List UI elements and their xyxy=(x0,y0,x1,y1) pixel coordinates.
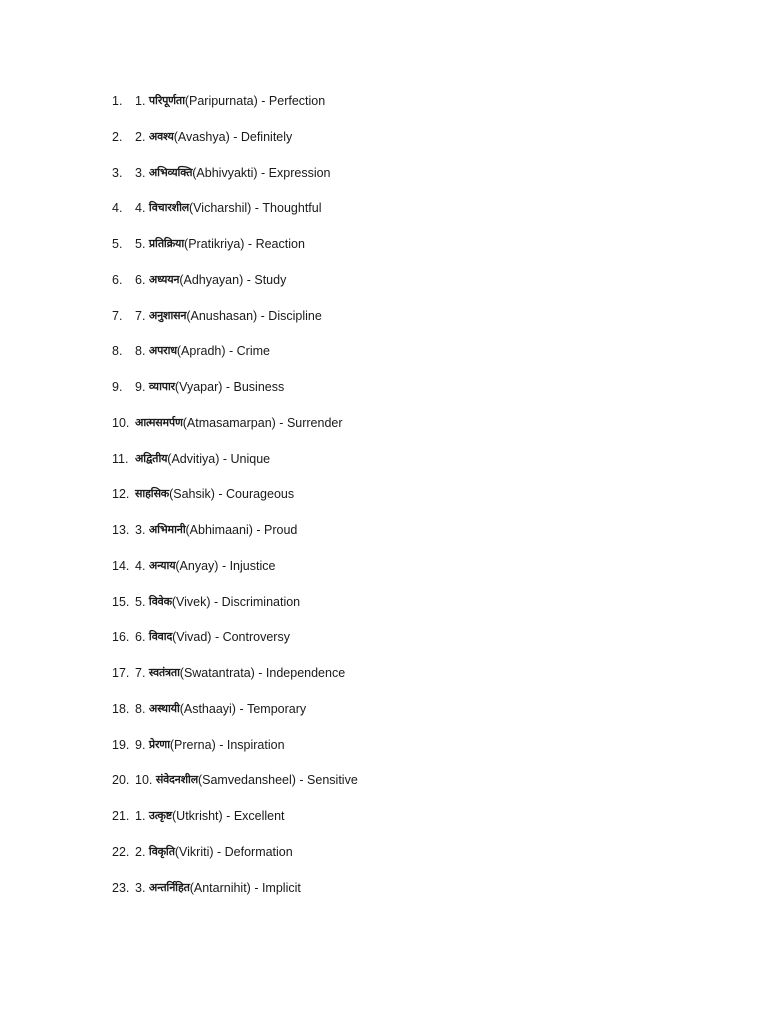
hindi-word: प्रतिक्रिया xyxy=(148,237,185,250)
hindi-word: अभिव्यक्ति xyxy=(148,165,193,179)
transliteration: (Antarnihit) xyxy=(189,880,251,895)
hindi-word: व्यापार xyxy=(148,380,175,393)
inner-number: 3. xyxy=(135,165,146,180)
transliteration: (Avashya) xyxy=(173,129,230,144)
english-meaning: Business xyxy=(233,380,285,394)
hindi-word: विकृति xyxy=(148,844,175,858)
list-number: 3. xyxy=(112,165,123,180)
english-meaning: Courageous xyxy=(226,487,295,502)
inner-number: 6. xyxy=(135,272,146,287)
transliteration: (Apradh) xyxy=(176,344,226,359)
hindi-word: अद्वितीय xyxy=(135,451,168,465)
list-number: 18. xyxy=(112,701,130,716)
list-number: 17. xyxy=(112,666,130,680)
list-item: 16. 6. विवाद (Vivad) - Controversy xyxy=(112,627,358,663)
transliteration: (Pratikriya) xyxy=(184,237,245,251)
inner-number: 7. xyxy=(135,308,146,323)
inner-number: 6. xyxy=(135,630,146,645)
inner-number: 5. xyxy=(135,237,146,251)
english-meaning: Sensitive xyxy=(307,773,358,788)
inner-number: 7. xyxy=(135,666,146,680)
inner-number: 4. xyxy=(135,558,146,573)
inner-number: 1. xyxy=(135,809,146,823)
list-item: 2. 2. अवश्य (Avashya) - Definitely xyxy=(112,127,358,163)
inner-number: 5. xyxy=(135,594,146,609)
english-meaning: Expression xyxy=(268,165,331,180)
inner-number: 1. xyxy=(135,94,146,108)
hindi-word: अनुशासन xyxy=(148,308,187,322)
list-item: 12. साहसिक (Sahsik) - Courageous xyxy=(112,484,358,520)
list-number: 16. xyxy=(112,630,130,645)
english-meaning: Excellent xyxy=(233,809,285,823)
inner-number: 2. xyxy=(135,844,146,859)
transliteration: (Paripurnata) xyxy=(184,94,258,108)
list-number: 2. xyxy=(112,129,123,144)
list-number: 1. xyxy=(112,94,123,108)
list-number: 7. xyxy=(112,308,123,323)
list-number: 8. xyxy=(112,344,123,359)
transliteration: (Vyapar) xyxy=(174,380,223,394)
transliteration: (Vivad) xyxy=(172,630,212,645)
inner-number: 8. xyxy=(135,344,146,359)
list-item: 22. 2. विकृति (Vikriti) - Deformation xyxy=(112,842,358,878)
english-meaning: Reaction xyxy=(255,237,305,251)
list-item: 9. 9. व्यापार (Vyapar) - Business xyxy=(112,377,358,413)
list-item: 8. 8. अपराध (Apradh) - Crime xyxy=(112,341,358,377)
inner-number: 9. xyxy=(135,380,146,394)
list-item: 20. 10. संवेदनशील (Samvedansheel) - Sensitive xyxy=(112,770,358,806)
list-item: 7. 7. अनुशासन (Anushasan) - Discipline xyxy=(112,306,358,342)
list-item: 4. 4. विचारशील (Vicharshil) - Thoughtful xyxy=(112,198,358,234)
list-item: 11. अद्वितीय (Advitiya) - Unique xyxy=(112,449,358,485)
english-meaning: Thoughtful xyxy=(262,201,322,216)
hindi-word: अवश्य xyxy=(148,129,174,143)
list-number: 13. xyxy=(112,523,130,537)
list-item: 17. 7. स्वतंत्रता (Swatantrata) - Independence xyxy=(112,663,358,699)
transliteration: (Vikriti) xyxy=(174,844,214,859)
list-number: 12. xyxy=(112,487,130,502)
hindi-word: स्वतंत्रता xyxy=(148,666,180,679)
inner-number: 3. xyxy=(135,880,146,895)
english-meaning: Definitely xyxy=(240,129,293,144)
list-item: 13. 3. अभिमानी (Abhimaani) - Proud xyxy=(112,520,358,556)
transliteration: (Prerna) xyxy=(169,737,216,752)
hindi-word: उत्कृष्ट xyxy=(148,809,172,822)
english-meaning: Unique xyxy=(230,451,271,466)
transliteration: (Anyay) xyxy=(175,558,219,573)
list-item: 10. आत्मसमर्पण (Atmasamarpan) - Surrender xyxy=(112,413,358,449)
list-item: 1. 1. परिपूर्णता (Paripurnata) - Perfection xyxy=(112,91,358,127)
hindi-word: प्रेरणा xyxy=(148,737,170,751)
english-meaning: Controversy xyxy=(222,630,290,645)
english-meaning: Inspiration xyxy=(226,737,285,752)
transliteration: (Vicharshil) xyxy=(189,201,252,216)
hindi-word: साहसिक xyxy=(135,487,170,501)
list-item: 15. 5. विवेक (Vivek) - Discrimination xyxy=(112,592,358,628)
list-number: 10. xyxy=(112,415,130,430)
list-item: 6. 6. अध्ययन (Adhyayan) - Study xyxy=(112,270,358,306)
list-item: 18. 8. अस्थायी (Asthaayi) - Temporary xyxy=(112,699,358,735)
list-number: 22. xyxy=(112,844,130,859)
hindi-word: विवेक xyxy=(148,594,172,608)
english-meaning: Surrender xyxy=(286,415,343,430)
inner-number: 2. xyxy=(135,129,146,144)
transliteration: (Advitiya) xyxy=(167,451,220,466)
transliteration: (Abhivyakti) xyxy=(192,165,258,180)
english-meaning: Independence xyxy=(265,666,346,680)
english-meaning: Proud xyxy=(264,523,298,537)
list-number: 19. xyxy=(112,737,130,752)
list-item: 3. 3. अभिव्यक्ति (Abhivyakti) - Expression xyxy=(112,163,358,199)
english-meaning: Discrimination xyxy=(221,594,301,609)
inner-number: 8. xyxy=(135,701,146,716)
list-number: 9. xyxy=(112,380,123,394)
transliteration: (Swatantrata) xyxy=(179,666,255,680)
list-number: 15. xyxy=(112,594,130,609)
vocabulary-list xyxy=(112,91,358,913)
transliteration: (Anushasan) xyxy=(186,308,258,323)
hindi-word: अन्तर्निहित xyxy=(148,880,190,894)
list-number: 6. xyxy=(112,272,123,287)
transliteration: (Abhimaani) xyxy=(185,523,253,537)
list-number: 14. xyxy=(112,558,130,573)
transliteration: (Adhyayan) xyxy=(179,272,244,287)
english-meaning: Crime xyxy=(236,344,270,359)
transliteration: (Asthaayi) xyxy=(179,701,236,716)
list-number: 23. xyxy=(112,880,130,895)
hindi-word: संवेदनशील xyxy=(155,773,198,787)
hindi-word: परिपूर्णता xyxy=(148,94,185,107)
hindi-word: विवाद xyxy=(148,630,173,644)
transliteration: (Atmasamarpan) xyxy=(182,415,276,430)
english-meaning: Perfection xyxy=(268,94,326,108)
english-meaning: Injustice xyxy=(229,558,276,573)
hindi-word: अध्ययन xyxy=(148,272,180,286)
hindi-word: अपराध xyxy=(148,344,177,358)
list-item: 21. 1. उत्कृष्ट (Utkrisht) - Excellent xyxy=(112,806,358,842)
list-item: 14. 4. अन्याय (Anyay) - Injustice xyxy=(112,556,358,592)
transliteration: (Vivek) xyxy=(171,594,211,609)
inner-number: 9. xyxy=(135,737,146,752)
transliteration: (Sahsik) xyxy=(169,487,215,502)
list-item: 19. 9. प्रेरणा (Prerna) - Inspiration xyxy=(112,735,358,771)
hindi-word: आत्मसमर्पण xyxy=(135,415,183,429)
list-number: 4. xyxy=(112,201,123,216)
inner-number: 4. xyxy=(135,201,146,216)
list-number: 5. xyxy=(112,237,123,251)
english-meaning: Temporary xyxy=(247,701,307,716)
inner-number: 3. xyxy=(135,523,146,537)
english-meaning: Study xyxy=(254,272,287,287)
list-number: 11. xyxy=(112,451,129,466)
list-item: 5. 5. प्रतिक्रिया (Pratikriya) - Reaction xyxy=(112,234,358,270)
transliteration: (Samvedansheel) xyxy=(197,773,296,788)
english-meaning: Discipline xyxy=(268,308,322,323)
hindi-word: अस्थायी xyxy=(148,701,180,715)
hindi-word: विचारशील xyxy=(148,201,190,215)
english-meaning: Implicit xyxy=(261,880,301,895)
list-number: 21. xyxy=(112,809,130,823)
hindi-word: अन्याय xyxy=(148,558,176,572)
list-number: 20. xyxy=(112,773,130,788)
hindi-word: अभिमानी xyxy=(148,523,186,536)
inner-number: 10. xyxy=(135,773,153,788)
transliteration: (Utkrisht) xyxy=(172,809,223,823)
english-meaning: Deformation xyxy=(224,844,293,859)
list-item: 23. 3. अन्तर्निहित (Antarnihit) - Implicit xyxy=(112,878,358,914)
